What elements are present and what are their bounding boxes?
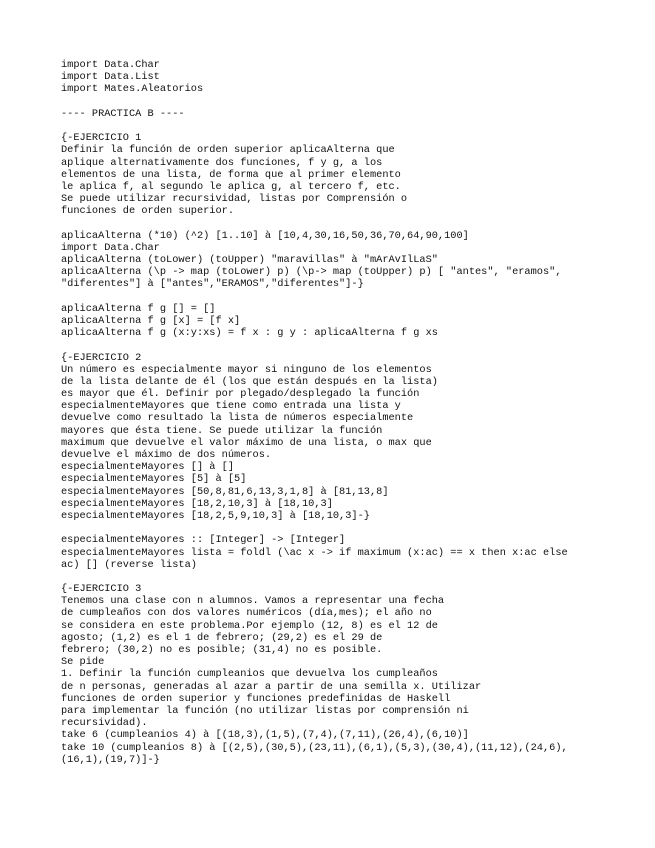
ejercicio3-statement-line: agosto; (1,2) es el 1 de febrero; (29,2) es el 29 de (61, 631, 383, 644)
ejercicio2-code-line: especialmenteMayores lista = foldl (\ac x -> if maximum (x:ac) == x then x:ac else (61, 546, 568, 559)
ejercicio2-statement-line: especialmenteMayores [18,2,10,3] à [18,10,3] (61, 497, 333, 510)
ejercicio1-example-line: import Data.Char (61, 241, 160, 254)
ejercicio3-statement-line: febrero; (30,2) no es posible; (31,4) no es posible. (61, 644, 383, 656)
ejercicio2-statement-line: devuelve el máximo de dos números. (61, 449, 272, 461)
import-line: import Mates.Aleatorios (61, 83, 204, 96)
ejercicio1-code-line: aplicaAlterna f g [x] = [f x] (61, 314, 241, 327)
ejercicio1-example-line: aplicaAlterna (*10) (^2) [1..10] à [10,4,30,16,50,36,70,64,90,100] (61, 229, 469, 242)
ejercicio1-statement-line: funciones de orden superior. (61, 205, 235, 218)
ejercicio2-statement-line: especialmenteMayores [18,2,5,9,10,3] à [18,10,3]-} (61, 509, 370, 522)
ejercicio3-statement-line: (16,1),(19,7)]-} (61, 753, 160, 766)
ejercicio1-statement-line: Se puede utilizar recursividad, listas por Comprensión o (61, 193, 408, 206)
ejercicio2-statement-line: especialmenteMayores [50,8,81,6,13,3,1,8] à [81,13,8] (61, 485, 389, 498)
ejercicio3-statement-line: {-EJERCICIO 3 (61, 583, 142, 596)
ejercicio2-statement-line: es mayor que él. Definir por plegado/desplegado la función (61, 388, 420, 401)
ejercicio3-statement-line: funciones de orden superior y funciones predefinidas de Haskell (61, 692, 451, 705)
ejercicio2-statement-line: de la lista delante de él (los que están después en la lista) (61, 375, 438, 388)
ejercicio3-statement-line: Se pide (61, 656, 105, 669)
ejercicio1-statement-line: Definir la función de orden superior aplicaAlterna que (61, 144, 395, 157)
ejercicio3-statement-line: Tenemos una clase con n alumnos. Vamos a representar una fecha (61, 595, 445, 608)
ejercicio2-statement-line: especialmenteMayores [] à [] (61, 461, 235, 474)
ejercicio1-statement-line: {-EJERCICIO 1 (61, 132, 142, 145)
ejercicio2-code-line: especialmenteMayores :: [Integer] -> [Integer] (61, 534, 346, 547)
ejercicio3-statement-line: recursividad). (61, 717, 148, 730)
ejercicio2-statement-line: mayores que ésta tiene. Se puede utilizar la función (61, 424, 383, 437)
ejercicio3-statement-line: para implementar la función (no utilizar listas por comprensión ni (61, 704, 469, 717)
ejercicio2-statement-line: devuelve como resultado la lista de números especialmente (61, 412, 414, 425)
ejercicio2-statement-line: maximum que devuelve el valor máximo de una lista, o max que (61, 436, 432, 449)
document-page (61, 59, 641, 766)
section-title: ---- PRACTICA B ---- (61, 107, 185, 120)
ejercicio1-code-line: aplicaAlterna f g (x:y:xs) = f x : g y : aplicaAlterna f g xs (61, 327, 438, 340)
ejercicio1-statement-line: le aplica f, al segundo le aplica g, al tercero f, etc. (61, 180, 401, 193)
ejercicio3-statement-line: take 6 (cumpleanios 4) à [(18,3),(1,5),(7,4),(7,11),(26,4),(6,10)] (61, 729, 469, 742)
ejercicio3-statement-line: de cumpleaños con dos valores numéricos (día,mes); el año no (61, 607, 432, 620)
ejercicio2-code-line: ac) [] (reverse lista) (61, 558, 197, 571)
ejercicio1-example-line: aplicaAlterna (\p -> map (toLower) p) (\p-> map (toUpper) p) [ "antes", "eramos", (61, 266, 562, 279)
ejercicio2-statement-line: {-EJERCICIO 2 (61, 351, 142, 364)
ejercicio1-example-line: aplicaAlterna (toLower) (toUpper) "maravillas" à "mArAvIlLaS" (61, 254, 438, 266)
ejercicio1-code-line: aplicaAlterna f g [] = [] (61, 302, 216, 315)
ejercicio1-statement-line: elementos de una lista, de forma que al primer elemento (61, 168, 401, 181)
ejercicio2-statement-line: especialmenteMayores [5] à [5] (61, 473, 247, 486)
ejercicio2-statement-line: especialmenteMayores que tiene como entrada una lista y (61, 400, 401, 413)
ejercicio3-statement-line: de n personas, generadas al azar a partir de una semilla x. Utilizar (61, 680, 482, 693)
ejercicio3-statement-line: take 10 (cumpleanios 8) à [(2,5),(30,5),(23,11),(6,1),(5,3),(30,4),(11,12),(24,6), (61, 741, 568, 754)
ejercicio1-example-line: "diferentes"] à ["antes","ERAMOS","diferentes"]-} (61, 278, 364, 291)
import-line: import Data.List (61, 71, 160, 84)
ejercicio2-statement-line: Un número es especialmente mayor si ninguno de los elementos (61, 363, 432, 376)
ejercicio3-statement-line: 1. Definir la función cumpleanios que devuelva los cumpleaños (61, 668, 438, 681)
import-line: import Data.Char (61, 59, 160, 71)
ejercicio1-statement-line: aplique alternativamente dos funciones, f y g, a los (61, 156, 383, 169)
ejercicio3-statement-line: se considera en este problema.Por ejemplo (12, 8) es el 12 de (61, 619, 438, 632)
